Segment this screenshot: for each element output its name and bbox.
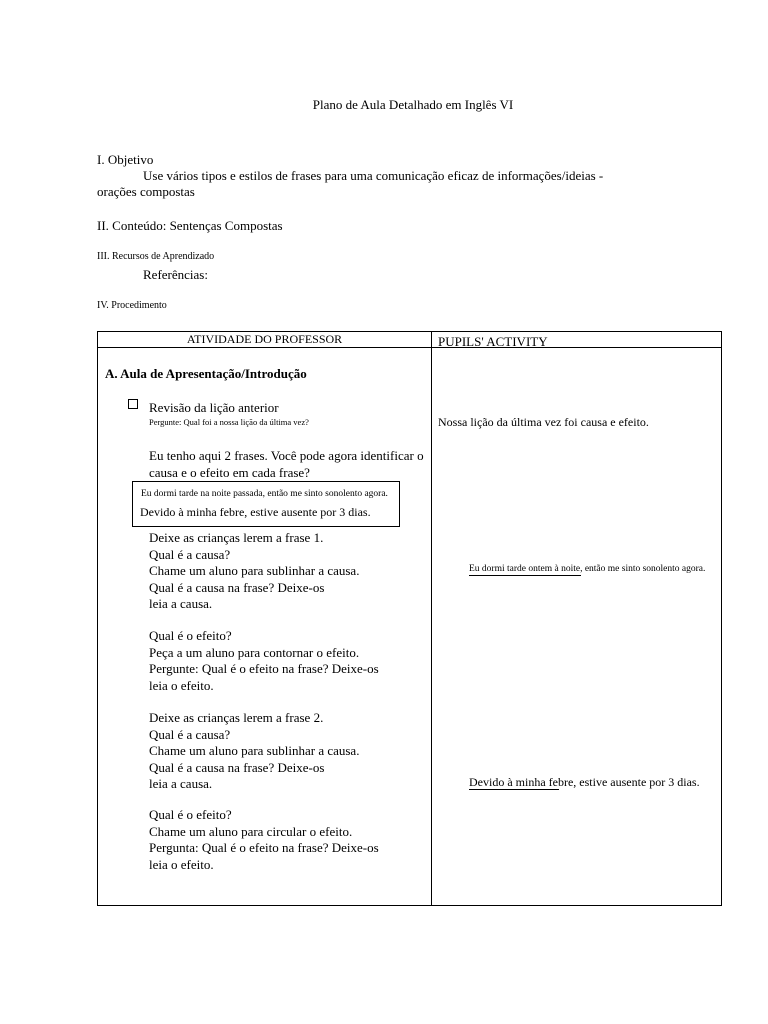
box-sentence-2: Devido à minha febre, estive ausente por 3 dias. bbox=[140, 505, 371, 519]
pupils-activity-header: PUPILS' ACTIVITY bbox=[438, 334, 548, 349]
sentence1-effect-block bbox=[149, 628, 379, 694]
table-column-divider bbox=[431, 331, 432, 906]
table-header-divider bbox=[97, 347, 722, 348]
cause-underline bbox=[469, 789, 559, 790]
pupil-answer-sentence1 bbox=[469, 564, 705, 574]
instruction-line: Peça a um aluno para contornar o efeito. bbox=[149, 644, 360, 660]
teacher-activity-header: ATIVIDADE DO PROFESSOR bbox=[186, 332, 343, 346]
review-label: Revisão da lição anterior bbox=[149, 400, 279, 415]
sentence2-effect-block bbox=[149, 807, 379, 873]
pupil-answer-sentence2 bbox=[469, 775, 700, 790]
instruction-line: Qual é a causa? bbox=[149, 726, 231, 742]
instruction-line: Pergunte: Qual é o efeito na frase? Deixe-os bbox=[149, 661, 379, 676]
box-sentence-1: Eu dormi tarde na noite passada, então me sinto sonolento agora. bbox=[141, 489, 388, 499]
cause-underline bbox=[469, 575, 581, 576]
sentence2-cause-block bbox=[149, 710, 359, 793]
objective-text-line1: Use vários tipos e estilos de frases para uma comunicação eficaz de informações/ideias - bbox=[143, 168, 604, 183]
references-label: Referências: bbox=[143, 267, 208, 282]
instruction-line: Qual é a causa na frase? Deixe-os bbox=[149, 579, 325, 595]
instruction-line: leia a causa. bbox=[149, 596, 213, 611]
review-question: Pergunte: Qual foi a nossa lição da última vez? bbox=[149, 417, 309, 427]
instruction-line: Pergunta: Qual é o efeito na frase? Deixe-os bbox=[149, 840, 379, 855]
content-heading: II. Conteúdo: Sentenças Compostas bbox=[97, 218, 283, 233]
instruction-line: Qual é a causa? bbox=[149, 546, 231, 562]
checkbox-icon bbox=[128, 399, 138, 409]
document-title: Plano de Aula Detalhado em Inglês VI bbox=[312, 97, 514, 112]
sentences-box bbox=[132, 481, 400, 527]
table-border-bottom bbox=[97, 905, 722, 906]
table-border-right bbox=[721, 331, 722, 906]
instruction-line: Chame um aluno para sublinhar a causa. bbox=[149, 743, 360, 758]
pupil-answer-sentence2-text: Devido à minha febre, estive ausente por 3 dias. bbox=[469, 775, 700, 789]
resources-heading: III. Recursos de Aprendizado bbox=[97, 251, 215, 262]
instruction-line: Qual é o efeito? bbox=[149, 628, 232, 643]
instruction-line: Chame um aluno para circular o efeito. bbox=[149, 823, 353, 839]
table-border-left bbox=[97, 331, 98, 906]
instruction-line: leia o efeito. bbox=[149, 856, 214, 872]
pupil-answer-sentence1-text: Eu dormi tarde ontem à noite, então me sinto sonolento agora. bbox=[469, 564, 706, 574]
instruction-line: leia o efeito. bbox=[149, 677, 214, 693]
intro-line2: causa e o efeito em cada frase? bbox=[149, 465, 310, 480]
sentence1-cause-block bbox=[149, 530, 359, 613]
section-title: A. Aula de Apresentação/Introdução bbox=[105, 366, 307, 381]
instruction-line: Deixe as crianças lerem a frase 2. bbox=[149, 710, 324, 725]
instruction-line: Chame um aluno para sublinhar a causa. bbox=[149, 563, 360, 578]
instruction-line: Qual é a causa na frase? Deixe-os bbox=[149, 759, 325, 775]
pupil-answer-lesson: Nossa lição da última vez foi causa e efeito. bbox=[438, 415, 649, 429]
instruction-line: leia a causa. bbox=[149, 776, 213, 791]
instruction-line: Deixe as crianças lerem a frase 1. bbox=[149, 530, 324, 545]
objective-text-line2: orações compostas bbox=[97, 184, 195, 199]
procedure-heading: IV. Procedimento bbox=[97, 300, 167, 311]
instruction-line: Qual é o efeito? bbox=[149, 807, 232, 822]
objective-heading: I. Objetivo bbox=[97, 152, 154, 167]
intro-line1: Eu tenho aqui 2 frases. Você pode agora identificar o bbox=[149, 448, 424, 463]
